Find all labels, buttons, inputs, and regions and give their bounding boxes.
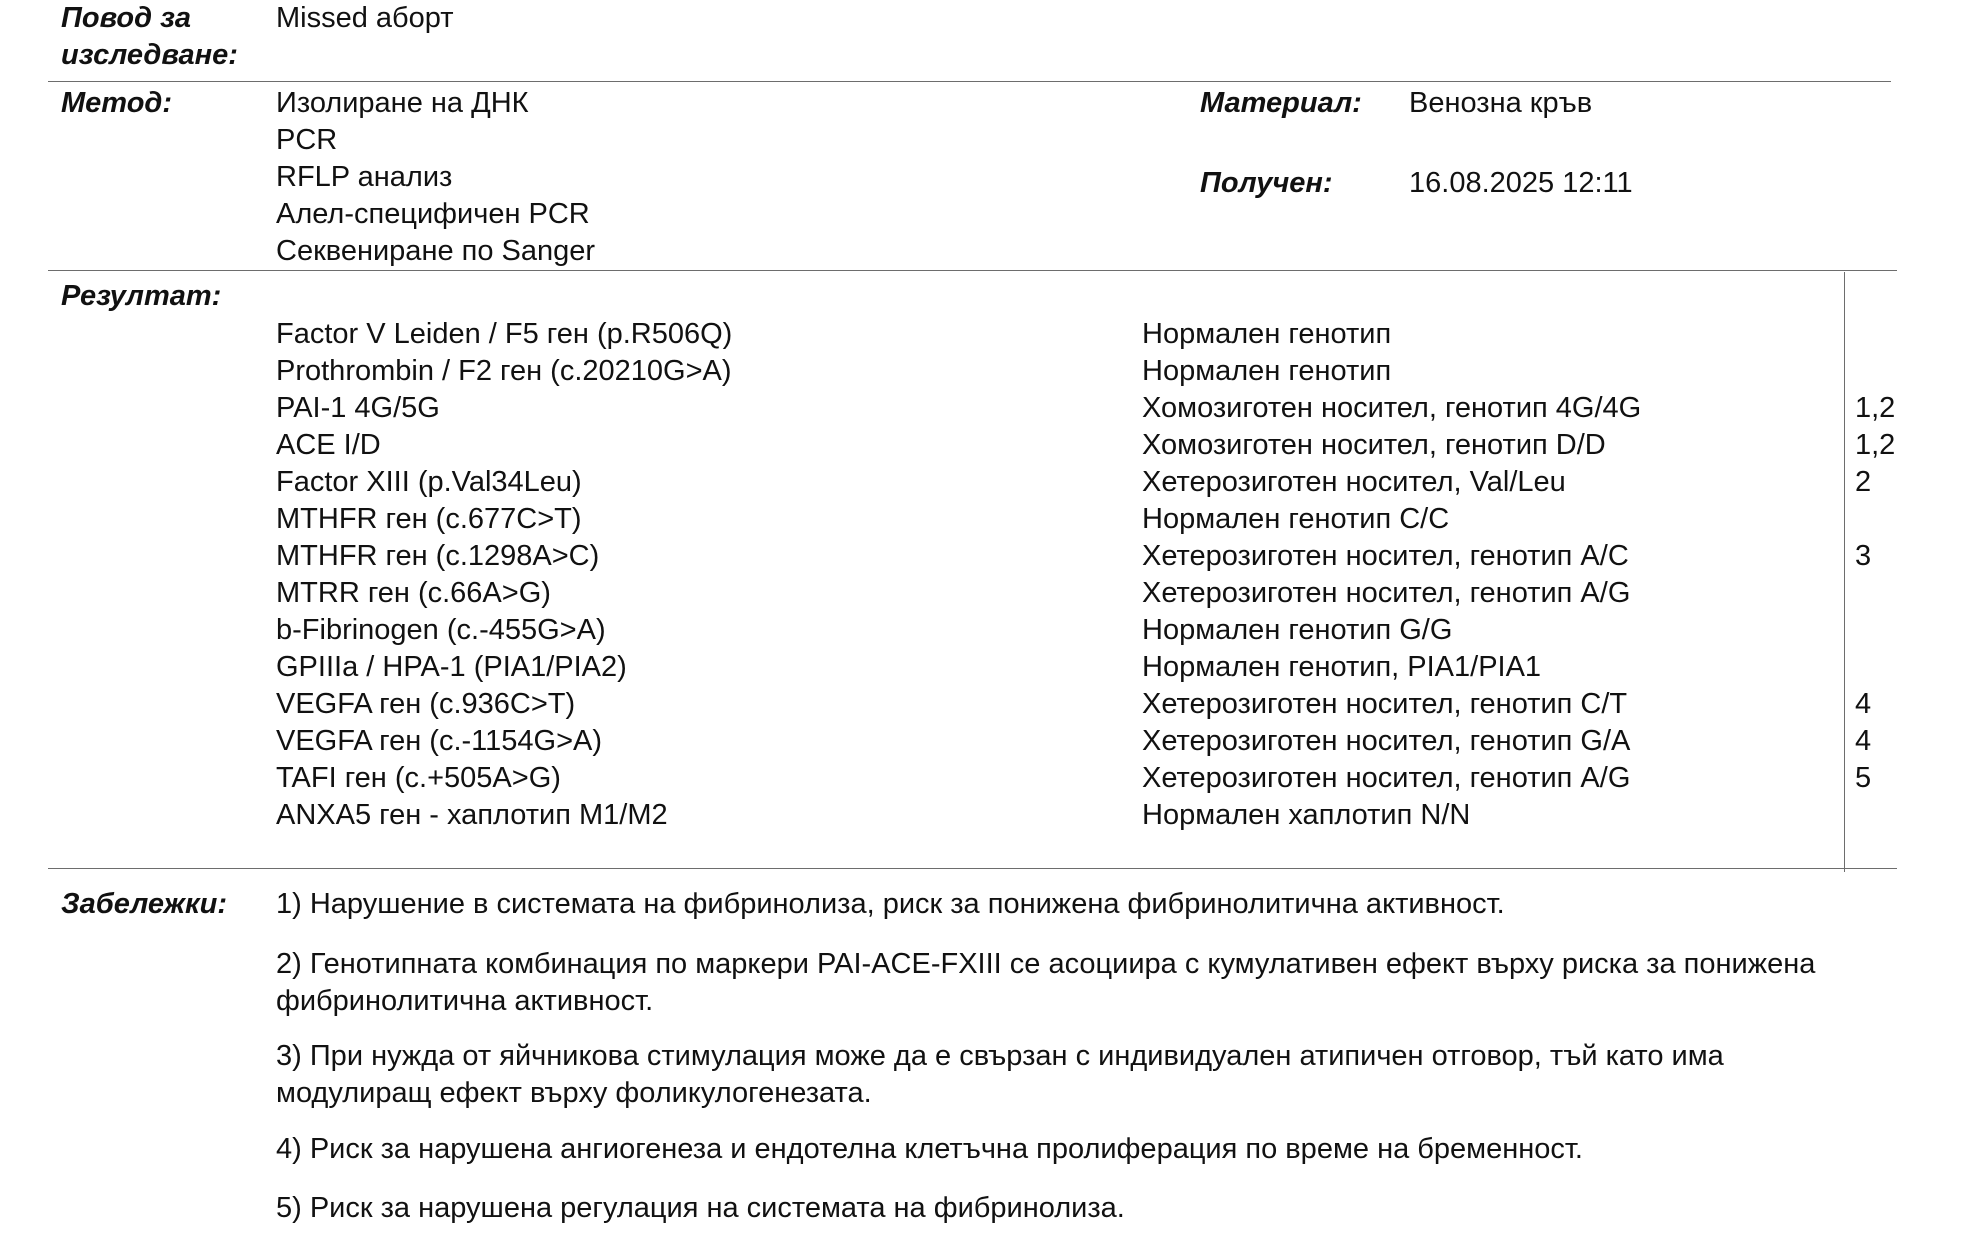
- divider-method: [48, 270, 1897, 271]
- result-note-ref: [1855, 575, 1895, 612]
- result-note-ref: [1855, 501, 1895, 538]
- result-genotype: Нормален генотип C/C: [1142, 503, 1450, 535]
- result-marker: MTRR ген (c.66A>G): [276, 577, 551, 609]
- reason-label-line2: изследване:: [61, 39, 238, 71]
- remark-item: 3) При нужда от яйчникова стимулация може да е свързан с индивидуален атипичен отговор, тъй като има модулиращ ефект върху фоликулогенезата.: [276, 1040, 1724, 1109]
- result-marker: Prothrombin / F2 ген (c.20210G>A): [276, 355, 732, 387]
- result-marker: Factor V Leiden / F5 ген (p.R506Q): [276, 318, 733, 350]
- result-genotype: Нормален генотип G/G: [1142, 614, 1453, 646]
- method-item: RFLP анализ: [276, 161, 453, 193]
- result-genotype: Хетерозиготен носител, генотип G/A: [1142, 725, 1631, 757]
- method-label: Метод:: [61, 87, 172, 119]
- result-note-ref: 1,2: [1855, 392, 1896, 424]
- reason-value: Missed аборт: [276, 2, 454, 34]
- results-genotype-column: [1142, 316, 1641, 834]
- result-genotype: Хетерозиготен носител, генотип C/T: [1142, 688, 1628, 720]
- result-note-ref: 1,2: [1855, 429, 1896, 461]
- remark-item: 2) Генотипната комбинация по маркери PAI-ACE-FXIII се асоциира с кумулативен ефект върху риска за понижена фибринолитична активност.: [276, 948, 1816, 1017]
- result-note-ref: 5: [1855, 762, 1872, 794]
- remark-item: 5) Риск за нарушена регулация на системата на фибринолиза.: [276, 1192, 1125, 1224]
- method-item: PCR: [276, 124, 338, 156]
- results-marker-column: [276, 316, 732, 834]
- result-marker: GPIIIa / HPA-1 (PIA1/PIA2): [276, 651, 627, 683]
- method-item: Секвениране по Sanger: [276, 235, 596, 267]
- result-marker: Factor XIII (p.Val34Leu): [276, 466, 582, 498]
- divider-top: [48, 81, 1891, 82]
- result-genotype: Хомозиготен носител, генотип D/D: [1142, 429, 1606, 461]
- results-note-column: [1855, 316, 1895, 834]
- result-note-ref: 2: [1855, 466, 1872, 498]
- results-label: Резултат:: [61, 280, 222, 312]
- method-item: Изолиране на ДНК: [276, 87, 529, 119]
- result-marker: ACE I/D: [276, 429, 381, 461]
- material-label: Материал:: [1200, 87, 1362, 119]
- result-genotype: Хетерозиготен носител, генотип A/G: [1142, 577, 1631, 609]
- result-genotype: Нормален генотип: [1142, 318, 1392, 350]
- result-note-ref: 4: [1855, 688, 1872, 720]
- result-marker: VEGFA ген (c.-1154G>A): [276, 725, 603, 757]
- result-genotype: Хетерозиготен носител, генотип A/G: [1142, 762, 1631, 794]
- notes-column-divider: [1844, 272, 1845, 872]
- result-note-ref: [1855, 612, 1895, 649]
- result-note-ref: 4: [1855, 725, 1872, 757]
- result-marker: b-Fibrinogen (c.-455G>A): [276, 614, 606, 646]
- result-note-ref: [1855, 649, 1895, 686]
- reason-label-line1: Повод за: [61, 2, 191, 34]
- method-list: [276, 85, 595, 270]
- received-label: Получен:: [1200, 167, 1333, 199]
- result-genotype: Нормален генотип, PIA1/PIA1: [1142, 651, 1542, 683]
- result-note-ref: [1855, 353, 1895, 390]
- result-genotype: Хетерозиготен носител, Val/Leu: [1142, 466, 1566, 498]
- result-note-ref: [1855, 797, 1895, 834]
- result-genotype: Нормален генотип: [1142, 355, 1392, 387]
- material-value: Венозна кръв: [1409, 87, 1593, 119]
- result-marker: PAI-1 4G/5G: [276, 392, 440, 424]
- remarks-label: Забележки:: [61, 888, 228, 920]
- result-marker: VEGFA ген (c.936C>T): [276, 688, 576, 720]
- remark-item: 4) Риск за нарушена ангиогенеза и ендотелна клетъчна пролиферация по време на бременност.: [276, 1133, 1583, 1165]
- result-marker: ANXA5 ген - хаплотип M1/M2: [276, 799, 668, 831]
- result-marker: TAFI ген (c.+505A>G): [276, 762, 561, 794]
- result-marker: MTHFR ген (c.1298A>C): [276, 540, 600, 572]
- result-genotype: Хомозиготен носител, генотип 4G/4G: [1142, 392, 1642, 424]
- result-note-ref: [1855, 316, 1895, 353]
- result-genotype: Нормален хаплотип N/N: [1142, 799, 1471, 831]
- method-item: Алел-специфичен PCR: [276, 198, 590, 230]
- remark-item: 1) Нарушение в системата на фибринолиза, риск за понижена фибринолитична активност.: [276, 888, 1505, 920]
- divider-results: [48, 868, 1897, 869]
- result-marker: MTHFR ген (c.677C>T): [276, 503, 582, 535]
- received-value: 16.08.2025 12:11: [1409, 167, 1633, 199]
- result-genotype: Хетерозиготен носител, генотип A/C: [1142, 540, 1629, 572]
- result-note-ref: 3: [1855, 540, 1872, 572]
